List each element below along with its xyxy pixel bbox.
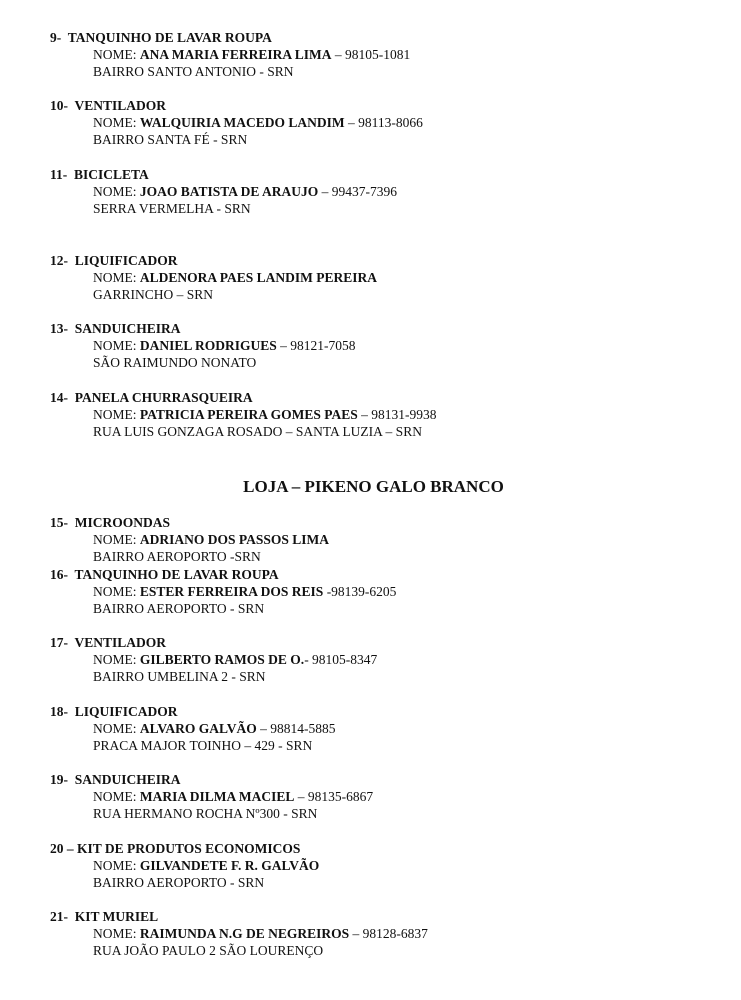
phone-number: – 98131-9938 <box>357 407 437 422</box>
winner-name: ANA MARIA FERREIRA LIMA <box>139 47 332 62</box>
item-number: 21- <box>50 909 68 924</box>
name-label: NOME: <box>93 407 140 422</box>
name-label: NOME: <box>93 926 140 941</box>
item-number: 11- <box>50 167 68 182</box>
name-label: NOME: <box>93 584 140 599</box>
list-item <box>50 703 730 754</box>
winner-name: ADRIANO DOS PASSOS LIMA <box>139 532 330 547</box>
address: SÃO RAIMUNDO NONATO <box>93 355 257 370</box>
list-item <box>50 252 730 303</box>
winner-name: GILVANDETE F. R. GALVÃO <box>139 858 320 873</box>
address: SERRA VERMELHA - SRN <box>93 201 251 216</box>
list-item <box>50 166 730 217</box>
list-item <box>50 389 730 440</box>
phone-number: – 99437-7396 <box>318 184 398 199</box>
item-number: 10- <box>50 98 68 113</box>
phone-number: – 98135-6867 <box>294 789 374 804</box>
address: BAIRRO SANTO ANTONIO - SRN <box>93 64 294 79</box>
winner-name: DANIEL RODRIGUES <box>139 338 277 353</box>
winner-name: WALQUIRIA MACEDO LANDIM <box>139 115 345 130</box>
item-title: KIT MURIEL <box>74 909 159 924</box>
address: RUA LUIS GONZAGA ROSADO – SANTA LUZIA – SRN <box>93 424 422 439</box>
item-title: SANDUICHEIRA <box>74 321 181 336</box>
address: BAIRRO SANTA FÉ - SRN <box>93 132 248 147</box>
winner-name: GILBERTO RAMOS DE O. <box>139 652 305 667</box>
name-label: NOME: <box>93 47 140 62</box>
section-title: LOJA – PIKENO GALO BRANCO <box>243 477 504 496</box>
list-item <box>50 840 730 891</box>
item-number: 19- <box>50 772 68 787</box>
name-label: NOME: <box>93 184 140 199</box>
phone-number: -98139-6205 <box>323 584 397 599</box>
item-title: TANQUINHO DE LAVAR ROUPA <box>74 567 279 582</box>
list-item <box>50 908 730 959</box>
winner-name: JOAO BATISTA DE ARAUJO <box>139 184 319 199</box>
phone-number: - 98105-8347 <box>304 652 378 667</box>
winner-name: PATRICIA PEREIRA GOMES PAES <box>139 407 358 422</box>
winner-name: ALVARO GALVÃO <box>139 721 257 736</box>
item-number: 14- <box>50 390 68 405</box>
phone-number: – 98814-5885 <box>256 721 336 736</box>
item-title: PANELA CHURRASQUEIRA <box>74 390 253 405</box>
address: RUA HERMANO ROCHA Nº300 - SRN <box>93 806 318 821</box>
winner-name: ESTER FERREIRA DOS REIS <box>139 584 324 599</box>
list-item <box>50 566 730 617</box>
address: PRACA MAJOR TOINHO – 429 - SRN <box>93 738 313 753</box>
name-label: NOME: <box>93 338 140 353</box>
item-number: 15- <box>50 515 68 530</box>
item-title: VENTILADOR <box>74 98 167 113</box>
item-number: 17- <box>50 635 68 650</box>
name-label: NOME: <box>93 721 140 736</box>
item-title: LIQUIFICADOR <box>74 704 178 719</box>
item-title: MICROONDAS <box>74 515 171 530</box>
winner-name: ALDENORA PAES LANDIM PEREIRA <box>139 270 378 285</box>
address: GARRINCHO – SRN <box>93 287 214 302</box>
winner-name: RAIMUNDA N.G DE NEGREIROS <box>139 926 350 941</box>
list-item <box>50 514 730 565</box>
item-title: VENTILADOR <box>74 635 167 650</box>
phone-number: – 98128-6837 <box>349 926 428 941</box>
phone-number: – 98121-7058 <box>276 338 356 353</box>
item-number: 12- <box>50 253 68 268</box>
winner-name: MARIA DILMA MACIEL <box>139 789 295 804</box>
item-title: KIT DE PRODUTOS ECONOMICOS <box>77 841 301 856</box>
list-item <box>50 634 730 685</box>
name-label: NOME: <box>93 115 140 130</box>
name-label: NOME: <box>93 532 140 547</box>
list-item <box>50 771 730 822</box>
item-title: BICICLETA <box>74 167 149 182</box>
list-item <box>50 29 730 80</box>
item-number: 9- <box>50 30 62 45</box>
name-label: NOME: <box>93 789 140 804</box>
item-title: TANQUINHO DE LAVAR ROUPA <box>67 30 272 45</box>
list-item <box>50 97 730 148</box>
item-title: SANDUICHEIRA <box>74 772 181 787</box>
item-title: LIQUIFICADOR <box>74 253 178 268</box>
address: BAIRRO AEROPORTO - SRN <box>93 875 265 890</box>
list-item <box>50 320 730 371</box>
address: BAIRRO UMBELINA 2 - SRN <box>93 669 266 684</box>
phone-number: – 98105-1081 <box>331 47 411 62</box>
name-label: NOME: <box>93 270 140 285</box>
item-number: 13- <box>50 321 68 336</box>
item-number: 18- <box>50 704 68 719</box>
address: BAIRRO AEROPORTO -SRN <box>93 549 261 564</box>
item-number: 16- <box>50 567 68 582</box>
name-label: NOME: <box>93 652 140 667</box>
address: RUA JOÃO PAULO 2 SÃO LOURENÇO <box>93 943 324 958</box>
address: BAIRRO AEROPORTO - SRN <box>93 601 265 616</box>
item-number: 20 – <box>50 841 74 856</box>
name-label: NOME: <box>93 858 140 873</box>
phone-number: – 98113-8066 <box>344 115 423 130</box>
